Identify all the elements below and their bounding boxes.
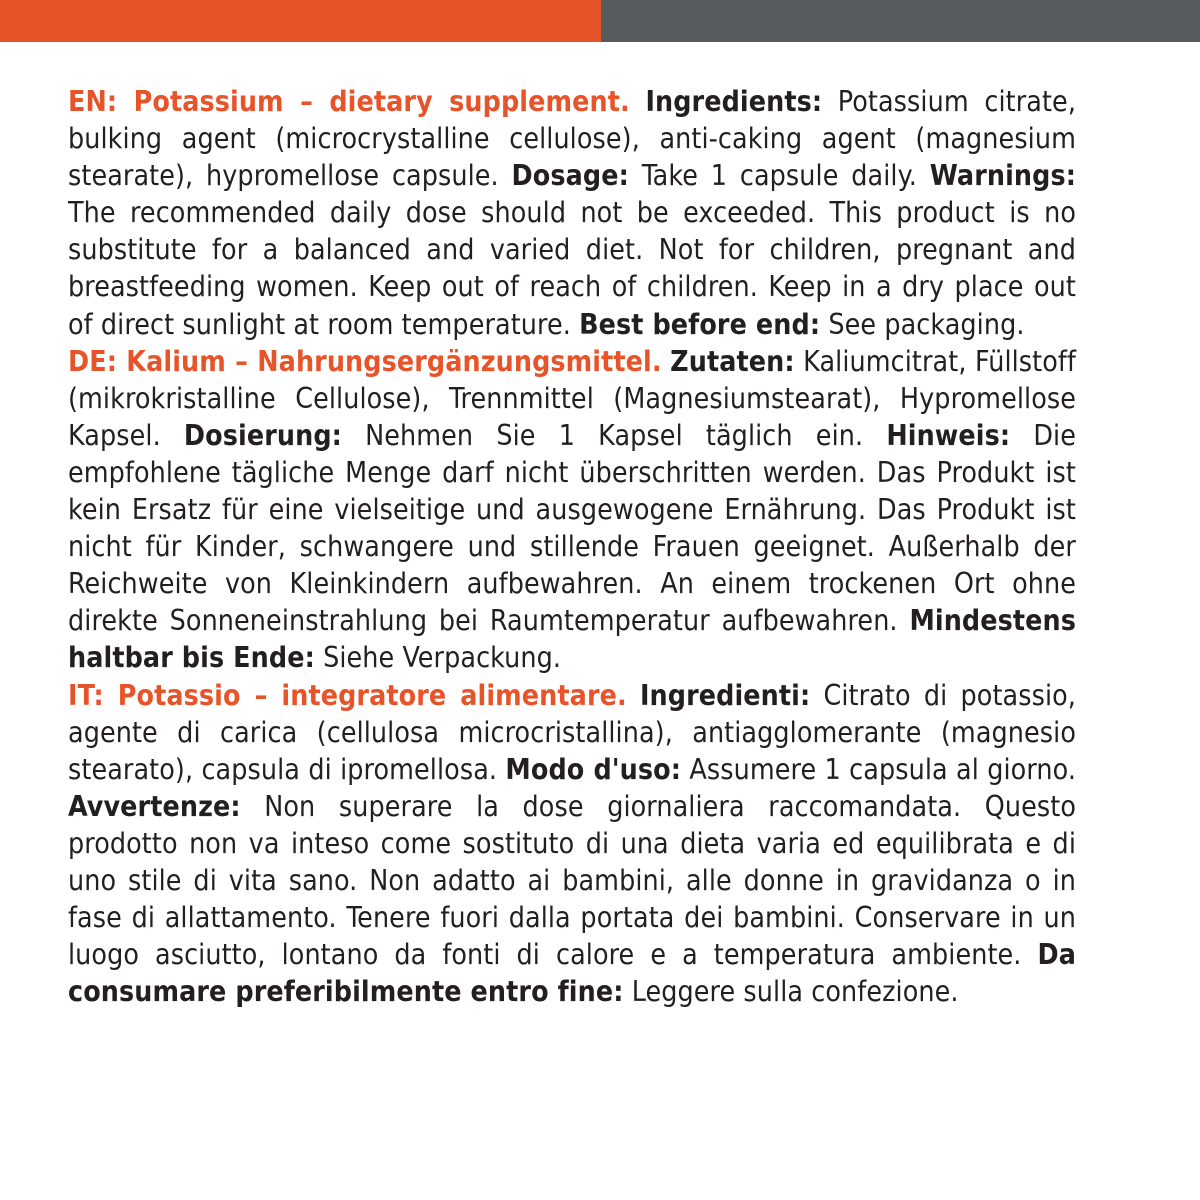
- section-de: [68, 343, 1076, 677]
- section-it: [68, 677, 1076, 1011]
- dosage-label: Dosierung:: [183, 418, 342, 452]
- dosage-text: Take 1 capsule daily.: [641, 159, 917, 193]
- best-before-text: Siehe Verpackung.: [323, 641, 562, 675]
- header-color-bar: [0, 0, 1200, 42]
- dosage-text: Assumere 1 capsula al giorno.: [689, 752, 1077, 786]
- ingredients-text: Kaliumcitrat, Füllstoff (mikrokristalline Cellulose), Trennmittel (Magnesiumstearat), Hypromellose Kapsel.: [68, 344, 1077, 452]
- ingredients-label: Zutaten:: [670, 344, 795, 378]
- best-before-label: Best before end:: [579, 307, 821, 341]
- ingredients-label: Ingredienti:: [639, 678, 811, 712]
- warnings-label: Avvertenze:: [68, 789, 241, 823]
- ingredients-text: Potassium citrate, bulking agent (microcrystalline cellulose), anti-caking agent (magnesium stearate), hypromellose capsule.: [68, 85, 1077, 193]
- best-before-label: Mindestens haltbar bis Ende:: [68, 604, 1077, 675]
- dosage-text: Nehmen Sie 1 Kapsel täglich ein.: [365, 418, 864, 452]
- best-before-text: See packaging.: [828, 307, 1025, 341]
- label-text-block: [68, 83, 1076, 1010]
- warnings-label: Warnings:: [929, 159, 1076, 193]
- section-heading: IT: Potassio – integratore alimentare.: [68, 678, 627, 712]
- section-heading: DE: Kalium – Nahrungsergänzungsmittel.: [68, 344, 662, 378]
- best-before-label: Da consumare preferibilmente entro fine:: [68, 938, 1076, 1009]
- dosage-label: Modo d'uso:: [505, 752, 682, 786]
- dark-bar-segment: [601, 0, 1200, 42]
- warnings-text: Non superare la dose giornaliera raccomandata. Questo prodotto non va inteso come sostituto di una dieta varia ed equilibrata e di uno stile di vita sano. Non adatto ai bambini, alle donne in gravidanza o in fase di allattamento. Tenere fuori dalla portata dei bambini. Conservare in un luogo asciutto, lontano da fonti di calore e a temperatura ambiente.: [68, 789, 1076, 972]
- ingredients-text: Citrato di potassio, agente di carica (cellulosa microcristallina), antiagglomerante (magnesio stearato), capsula di ipromellosa.: [68, 678, 1076, 786]
- dosage-label: Dosage:: [511, 159, 629, 193]
- best-before-text: Leggere sulla confezione.: [631, 975, 959, 1009]
- warnings-label: Hinweis:: [886, 418, 1011, 452]
- ingredients-label: Ingredients:: [645, 85, 823, 118]
- accent-bar-segment: [0, 0, 601, 42]
- warnings-text: Die empfohlene tägliche Menge darf nicht überschritten werden. Das Produkt ist kein Ersatz für eine vielseitige und ausgewogene Ernährung. Das Produkt ist nicht für Kinder, schwangere und stillende Frauen geeignet. Außerhalb der Reichweite von Kleinkindern aufbewahren. An einem trockenen Ort ohne direkte Sonneneinstrahlung bei Raumtemperatur aufbewahren.: [68, 418, 1076, 638]
- section-heading: EN: Potassium – dietary supplement.: [68, 85, 630, 118]
- warnings-text: The recommended daily dose should not be exceeded. This product is no substitute for a balanced and varied diet. Not for children, pregnant and breastfeeding women. Keep out of reach of children. Keep in a dry place out of direct sunlight at room temperature.: [68, 196, 1076, 341]
- section-en: [68, 83, 1076, 343]
